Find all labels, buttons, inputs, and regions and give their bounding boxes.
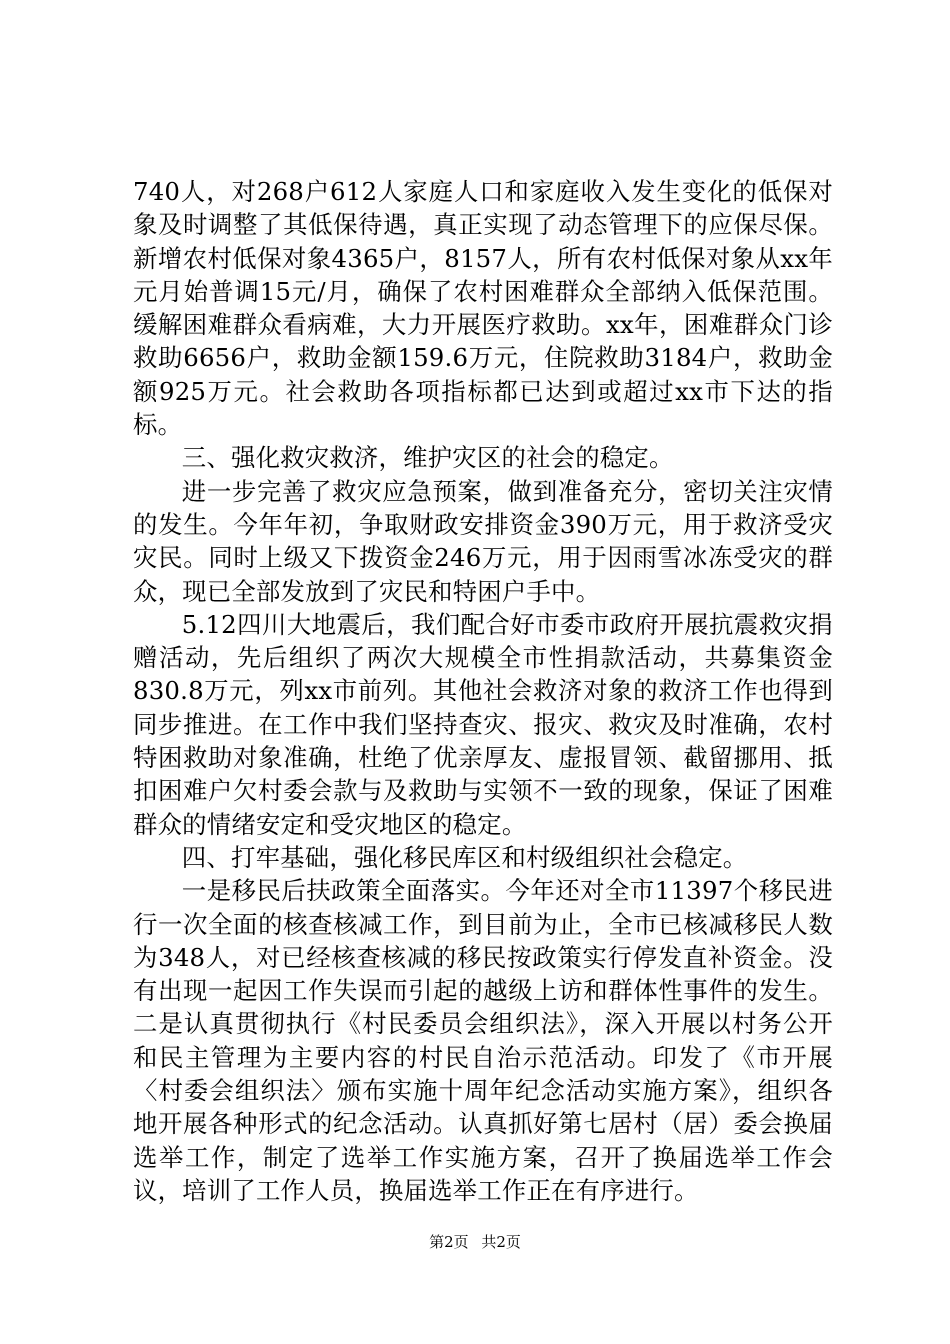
page-number: 第2页 [429,1233,469,1251]
paragraph-emergency-plan: 进一步完善了救灾应急预案，做到准备充分，密切关注灾情的发生。今年年初，争取财政安排资金390万元，用于救济受灾灾民。同时上级又下拨资金246万元，用于因雨雪冰冻受灾的群众，现已全部发放到了灾民和特困户手中。 [133,476,833,606]
section-heading-migrant-reservoir: 四、打牢基础，强化移民库区和村级组织社会稳定。 [181,842,748,872]
paragraph-lowincome-continuation: 740人，对268户612人家庭人口和家庭收入发生变化的低保对象及时调整了其低保待遇，真正实现了动态管理下的应保尽保。新增农村低保对象4365户，8157人，所有农村低保对象从xx年元月始普调15元/月，确保了农村困难群众全部纳入低保范围。缓解困难群众看病难，大力开展医疗救助。xx年，困难群众门诊救助6656户，救助金额159.6万元，住院救助3184户，救助金额925万元。社会救助各项指标都已达到或超过xx市下达的指标。 [133,177,833,440]
paragraph-earthquake-donation: 5.12四川大地震后，我们配合好市委市政府开展抗震救灾捐赠活动，先后组织了两次大规模全市性捐款活动，共募集资金830.8万元，列xx市前列。其他社会救济对象的救济工作也得到同步推进。在工作中我们坚持查灾、报灾、救灾及时准确，农村特困救助对象准确，杜绝了优亲厚友、虚报冒领、截留挪用、抵扣困难户欠村委会款与及救助与实领不一致的现象，保证了困难群众的情绪安定和受灾地区的稳定。 [133,609,833,839]
page-footer [0,1232,950,1252]
document-body [133,175,833,1207]
section-heading-disaster-relief: 三、强化救灾救济，维护灾区的社会的稳定。 [181,443,674,473]
paragraph-migrant-policy: 一是移民后扶政策全面落实。今年还对全市11397个移民进行一次全面的核查核减工作，到目前为止，全市已核减移民人数为348人，对已经核查核减的移民按政策实行停发直补资金。没有出现一起因工作失误而引起的越级上访和群体性事件的发生。二是认真贯彻执行《村民委员会组织法》，深入开展以村务公开和民主管理为主要内容的村民自治示范活动。印发了《市开展〈村委会组织法〉颁布实施十周年纪念活动实施方案》，组织各地开展各种形式的纪念活动。认真抓好第七居村（居）委会换届选举工作，制定了选举工作实施方案，召开了换届选举工作会议，培训了工作人员，换届选举工作正在有序进行。 [133,876,833,1205]
page-total: 共2页 [481,1233,521,1251]
